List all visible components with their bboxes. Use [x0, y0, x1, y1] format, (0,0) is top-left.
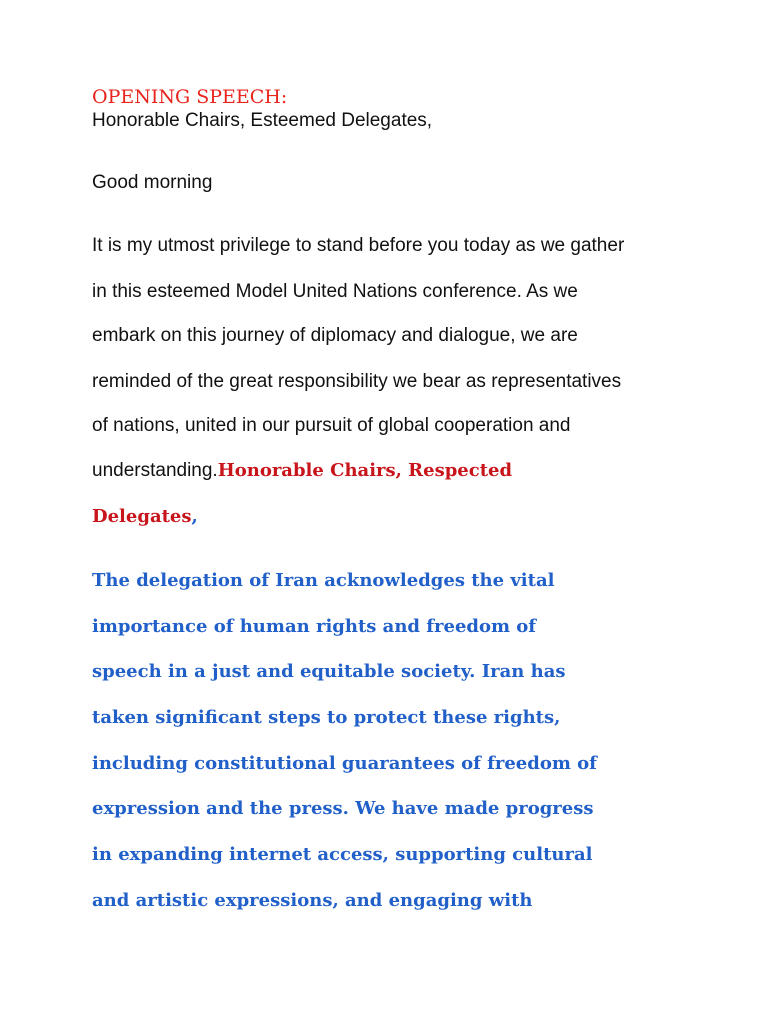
- intro-line: reminded of the great responsibility we bear as representatives: [92, 371, 622, 392]
- blue-paragraph-line: in expanding internet access, supporting cultural: [92, 844, 593, 865]
- intro-line: embark on this journey of diplomacy and dialogue, we are: [92, 325, 578, 346]
- blue-paragraph-line: including constitutional guarantees of freedom of: [92, 753, 597, 774]
- blue-paragraph-line: importance of human rights and freedom of: [92, 616, 537, 637]
- salutation-line: Honorable Chairs, Esteemed Delegates,: [92, 110, 433, 131]
- intro-last-line: [92, 459, 512, 483]
- blue-paragraph-line: and artistic expressions, and engaging with: [92, 890, 533, 911]
- blue-comma: ,: [191, 506, 198, 527]
- blue-paragraph-line: taken significant steps to protect these rights,: [92, 707, 561, 728]
- greeting-line: Good morning: [92, 172, 213, 193]
- intro-line: of nations, united in our pursuit of global cooperation and: [92, 415, 571, 436]
- red-inline-salutation: Honorable Chairs, Respected: [217, 460, 513, 481]
- red-second-line: Delegates: [92, 506, 192, 527]
- speech-heading: OPENING SPEECH:: [92, 86, 288, 108]
- intro-last-prefix: understanding.: [92, 460, 218, 481]
- blue-paragraph-line: expression and the press. We have made progress: [92, 798, 594, 819]
- blue-paragraph-line: speech in a just and equitable society. Iran has: [92, 661, 566, 682]
- blue-paragraph-line: The delegation of Iran acknowledges the vital: [92, 570, 555, 591]
- red-salutation-continued: [92, 505, 198, 529]
- intro-line: in this esteemed Model United Nations conference. As we: [92, 281, 578, 302]
- intro-line: It is my utmost privilege to stand before you today as we gather: [92, 235, 625, 256]
